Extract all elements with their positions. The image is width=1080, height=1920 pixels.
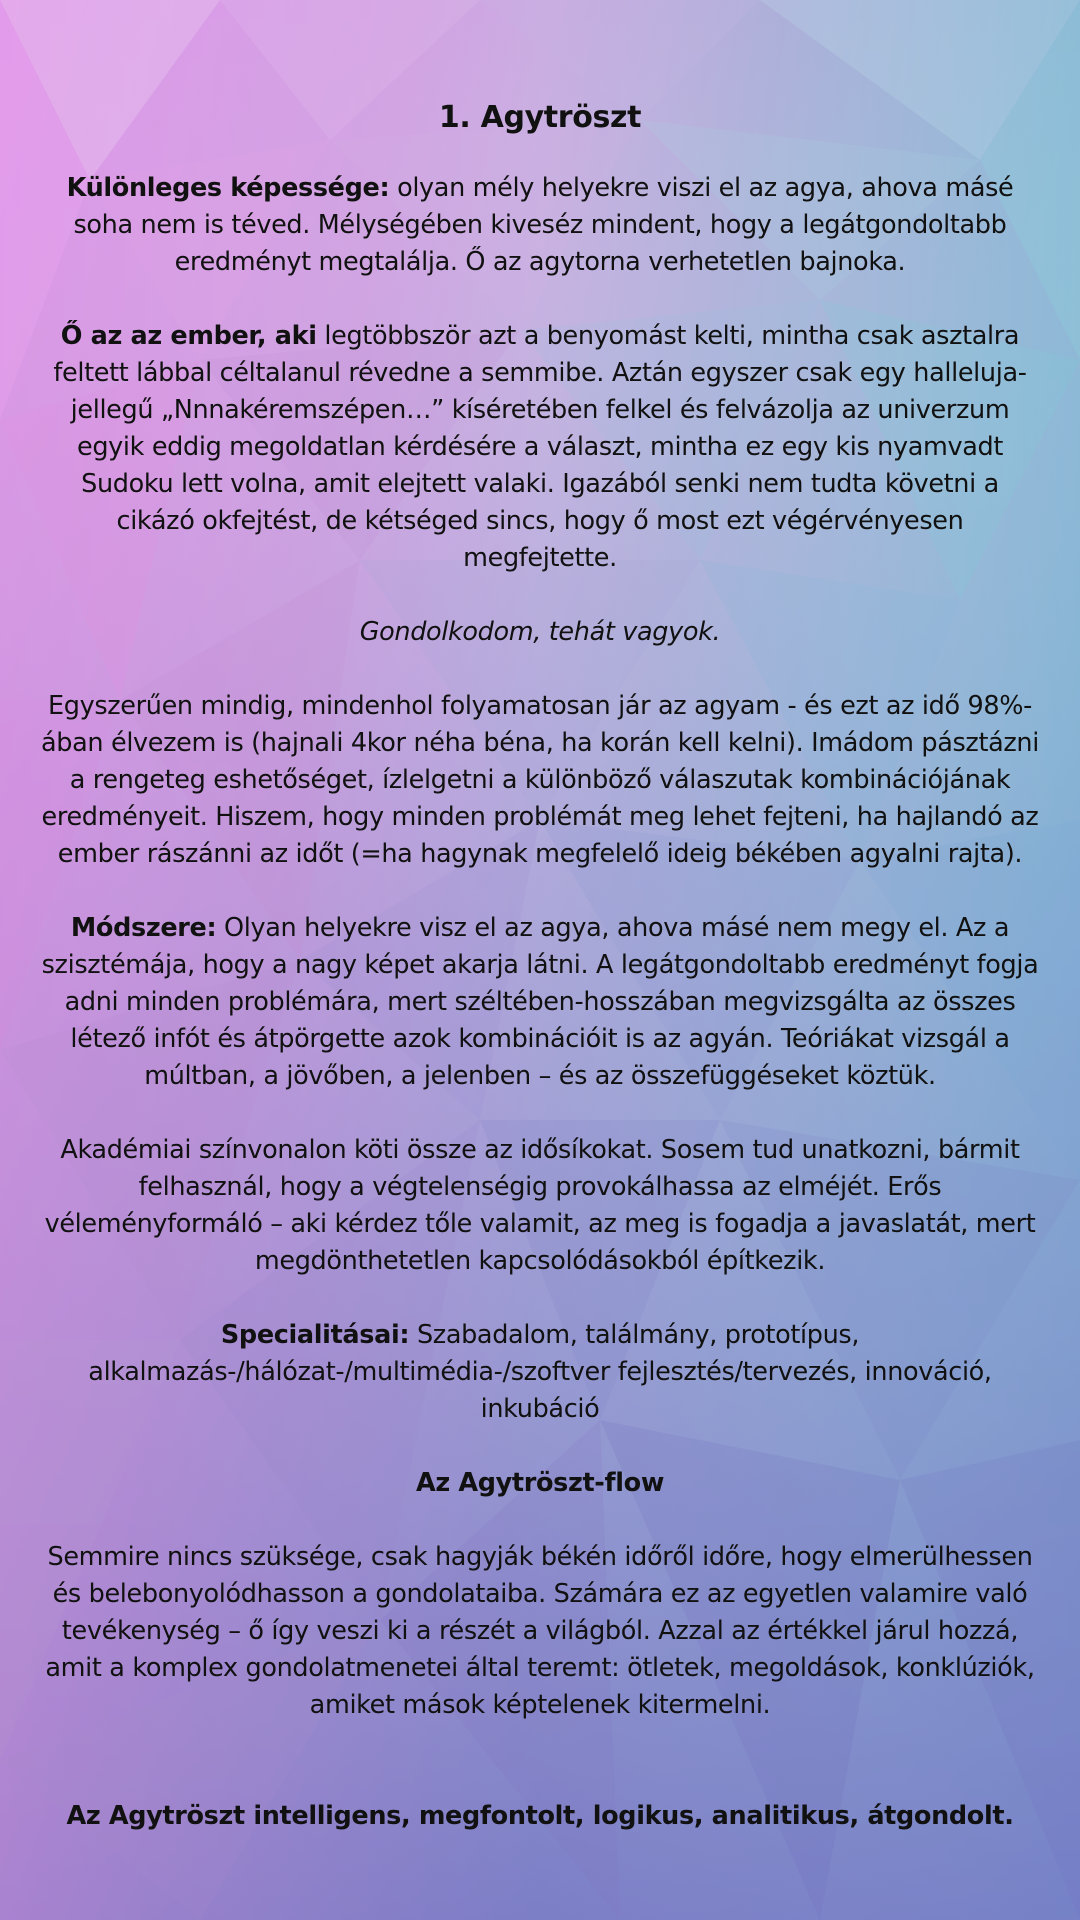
specialties-paragraph: [40, 1317, 1040, 1428]
flow-paragraph: Semmire nincs szüksége, csak hagyják békén időről időre, hogy elmerülhessen és belebonyolódhasson a gondolataiba. Számára ez az egyetlen valamire való tevékenység – ő így veszi ki a részét a világból. Azzal az értékkel járul hozzá, amit a komplex gondolatmenetei által teremt: ötletek, megoldások, konklúziók, amiket mások képtelenek kitermelni.: [45, 1542, 1035, 1720]
document-body: [40, 96, 1040, 1872]
specialties-text: Szabadalom, találmány, prototípus, alkalmazás-/hálózat-/multimédia-/szoftver fejlesztés/tervezés, innováció, inkubáció: [88, 1320, 992, 1424]
ability-label: Különleges képessége:: [66, 173, 390, 203]
page-title: 1. Agytröszt: [438, 100, 642, 135]
specialties-label: Specialitásai:: [220, 1320, 410, 1350]
flow-heading: Az Agytröszt-flow: [415, 1468, 665, 1498]
person-paragraph: [40, 318, 1040, 577]
person-text: legtöbbször azt a benyomást kelti, mintha csak asztalra feltett lábbal céltalanul révedne a semmibe. Aztán egyszer csak egy halleluja-jellegű „Nnnakéremszépen…” kíséretében felkel és felvázolja az univerzum egyik eddig megoldatlan kérdésére a választ, mintha ez egy kis nyamvadt Sudoku lett volna, amit elejtett valaki. Igazából senki nem tudta követni a cikázó okfejtést, de kétséged sincs, hogy ő most ezt végérvényesen megfejtette.: [53, 321, 1027, 573]
method-text: Olyan helyekre visz el az agya, ahova másé nem megy el. Az a szisztémája, hogy a nagy képet akarja látni. A legátgondoltabb eredményt fogja adni minden problémára, mert széltében-hosszában megvizsgálta az összes létező infót és átpörgette azok kombinációit is az agyán. Teóriákat vizsgál a múltban, a jövőben, a jelenben – és az összefüggéseket köztük.: [41, 913, 1039, 1091]
method-paragraph: [40, 910, 1040, 1095]
closing-statement: Az Agytröszt intelligens, megfontolt, logikus, analitikus, átgondolt.: [66, 1801, 1014, 1831]
ability-text: olyan mély helyekre viszi el az agya, ahova másé soha nem is téved. Mélységében kiveséz mindent, hogy a legátgondoltabb eredményt megtalálja. Ő az agytorna verhetetlen bajnoka.: [73, 173, 1014, 277]
method-label: Módszere:: [70, 913, 217, 943]
person-label: Ő az az ember, aki: [60, 321, 317, 351]
academic-paragraph: Akadémiai színvonalon köti össze az idősíkokat. Sosem tud unatkozni, bármit felhasznál, hogy a végtelenségig provokálhassa az elméjét. Erős véleményformáló – aki kérdez tőle valamit, az meg is fogadja a javaslatát, mert megdönthetetlen kapcsolódásokból építkezik.: [44, 1135, 1036, 1276]
quote: Gondolkodom, tehát vagyok.: [359, 617, 721, 647]
ability-paragraph: [40, 170, 1040, 281]
mind-paragraph: Egyszerűen mindig, mindenhol folyamatosan jár az agyam - és ezt az idő 98%-ában élvezem is (hajnali 4kor néha béna, ha korán kell kelni). Imádom pásztázni a rengeteg eshetőséget, ízlelgetni a különböző válaszutak kombinációjának eredményeit. Hiszem, hogy minden problémát meg lehet fejteni, ha hajlandó az ember rászánni az időt (=ha hagynak megfelelő ideig békében agyalni rajta).: [41, 691, 1039, 869]
